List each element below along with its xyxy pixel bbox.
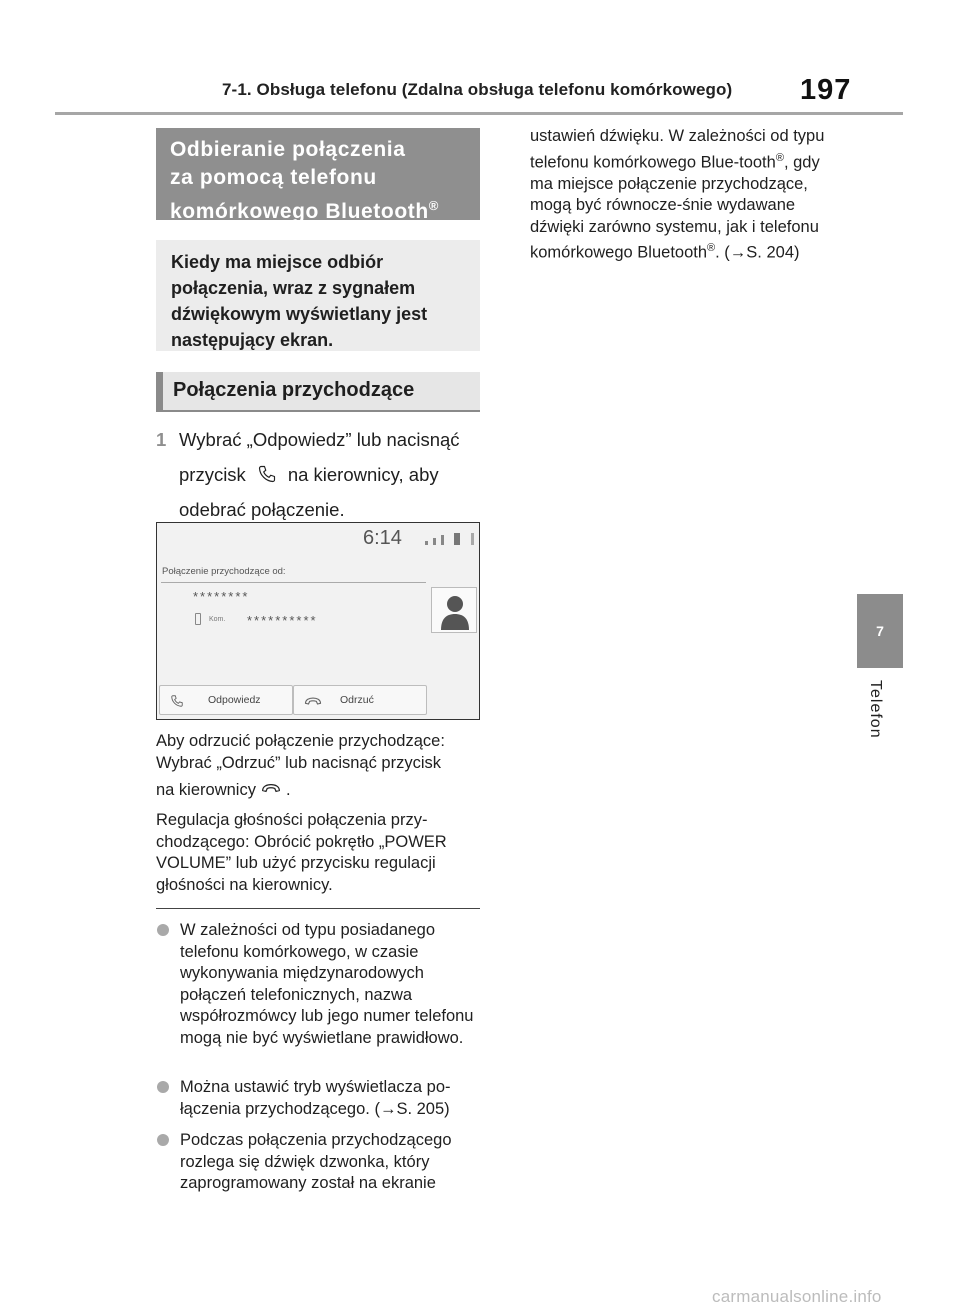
mobile-icon	[195, 613, 201, 625]
answer-button[interactable]	[159, 685, 293, 715]
watermark: carmanualsonline.info	[712, 1287, 882, 1306]
chapter-number: 7	[876, 623, 884, 639]
registered-mark: ®	[707, 242, 716, 254]
chapter-tab[interactable]	[857, 594, 903, 668]
incoming-call-screen	[156, 522, 480, 720]
notes-divider	[156, 908, 480, 909]
section-heading-line: komórkowego Bluetooth®	[170, 198, 439, 223]
registered-mark: ®	[775, 151, 784, 164]
header-rule	[55, 112, 903, 115]
page-number: 197	[800, 74, 852, 106]
avatar	[431, 587, 477, 633]
step-1	[156, 422, 486, 527]
volume-instruction: Regulacja głośności połączenia przy-chodzącego: Obrócić pokrętło „POWER VOLUME” lub użyć przycisku regulacji głośności na kierownicy.	[156, 811, 447, 894]
reject-instruction-cont: na kierownicy .	[156, 781, 291, 799]
caller-number: **********	[247, 613, 318, 628]
screen-divider	[161, 582, 426, 583]
intro-box: Kiedy ma miejsce odbiór połączenia, wraz z sygnałem dźwiękowym wyświetlany jest następujący ekran.	[156, 240, 480, 351]
screen-clock: 6:14	[363, 527, 402, 549]
note-item: W zależności od typu posiadanego telefonu komórkowego, w czasie wykonywania międzynarodowych połączeń telefonicznych, nazwa współrozmówcy lub jego numer telefonu mogą nie być wyświetlane prawidłowo.	[156, 920, 486, 1049]
bullet-icon	[157, 924, 169, 936]
step-text: Wybrać „Odpowiedz” lub nacisnąć przycisk na kierownicy, aby odebrać połączenie.	[179, 429, 460, 520]
phone-answer-icon	[170, 694, 184, 708]
right-column-text: ustawień dźwięku. W zależności od typu telefonu komórkowego Blue-tooth®, gdy ma miejsce połączenie przychodzące, mogą być równocze-śnie wydawane dźwięki zarówno systemu, jak i telefonu komórkowego Bluetooth®. (→S. 204)	[530, 127, 825, 262]
signal-icon	[425, 533, 474, 545]
answer-button-label: Odpowiedz	[208, 694, 261, 706]
section-heading-line: za pomocą telefonu	[170, 166, 377, 189]
section-heading-line: Odbieranie połączenia	[170, 138, 406, 161]
device-label: Kom.	[209, 616, 226, 623]
reject-instruction: Aby odrzucić połączenie przychodzące: Wybrać „Odrzuć” lub nacisnąć przycisk	[156, 732, 445, 772]
header-title: 7-1. Obsługa telefonu (Zdalna obsługa telefonu komórkowego)	[222, 80, 733, 99]
phone-hangup-icon	[304, 696, 322, 706]
section-heading	[156, 128, 480, 223]
note-item: Podczas połączenia przychodzącego rozlega się dźwięk dzwonka, który zaprogramowany został na ekranie	[156, 1130, 486, 1195]
sub-heading: Połączenia przychodzące	[156, 372, 480, 412]
bullet-icon	[157, 1081, 169, 1093]
incoming-label: Połączenie przychodzące od:	[162, 566, 286, 577]
phone-hangup-icon	[260, 783, 282, 793]
contact-icon	[432, 588, 478, 634]
step-number: 1	[156, 429, 167, 450]
registered-mark: ®	[428, 198, 439, 213]
reject-button[interactable]	[293, 685, 427, 715]
reject-button-label: Odrzuć	[340, 694, 374, 706]
note-item: Można ustawić tryb wyświetlacza po-łączenia przychodzącego. (→S. 205)	[156, 1077, 486, 1120]
chapter-label: Telefon	[867, 680, 884, 739]
bullet-icon	[157, 1134, 169, 1146]
phone-answer-icon	[256, 464, 278, 484]
caller-name: ********	[193, 589, 250, 604]
